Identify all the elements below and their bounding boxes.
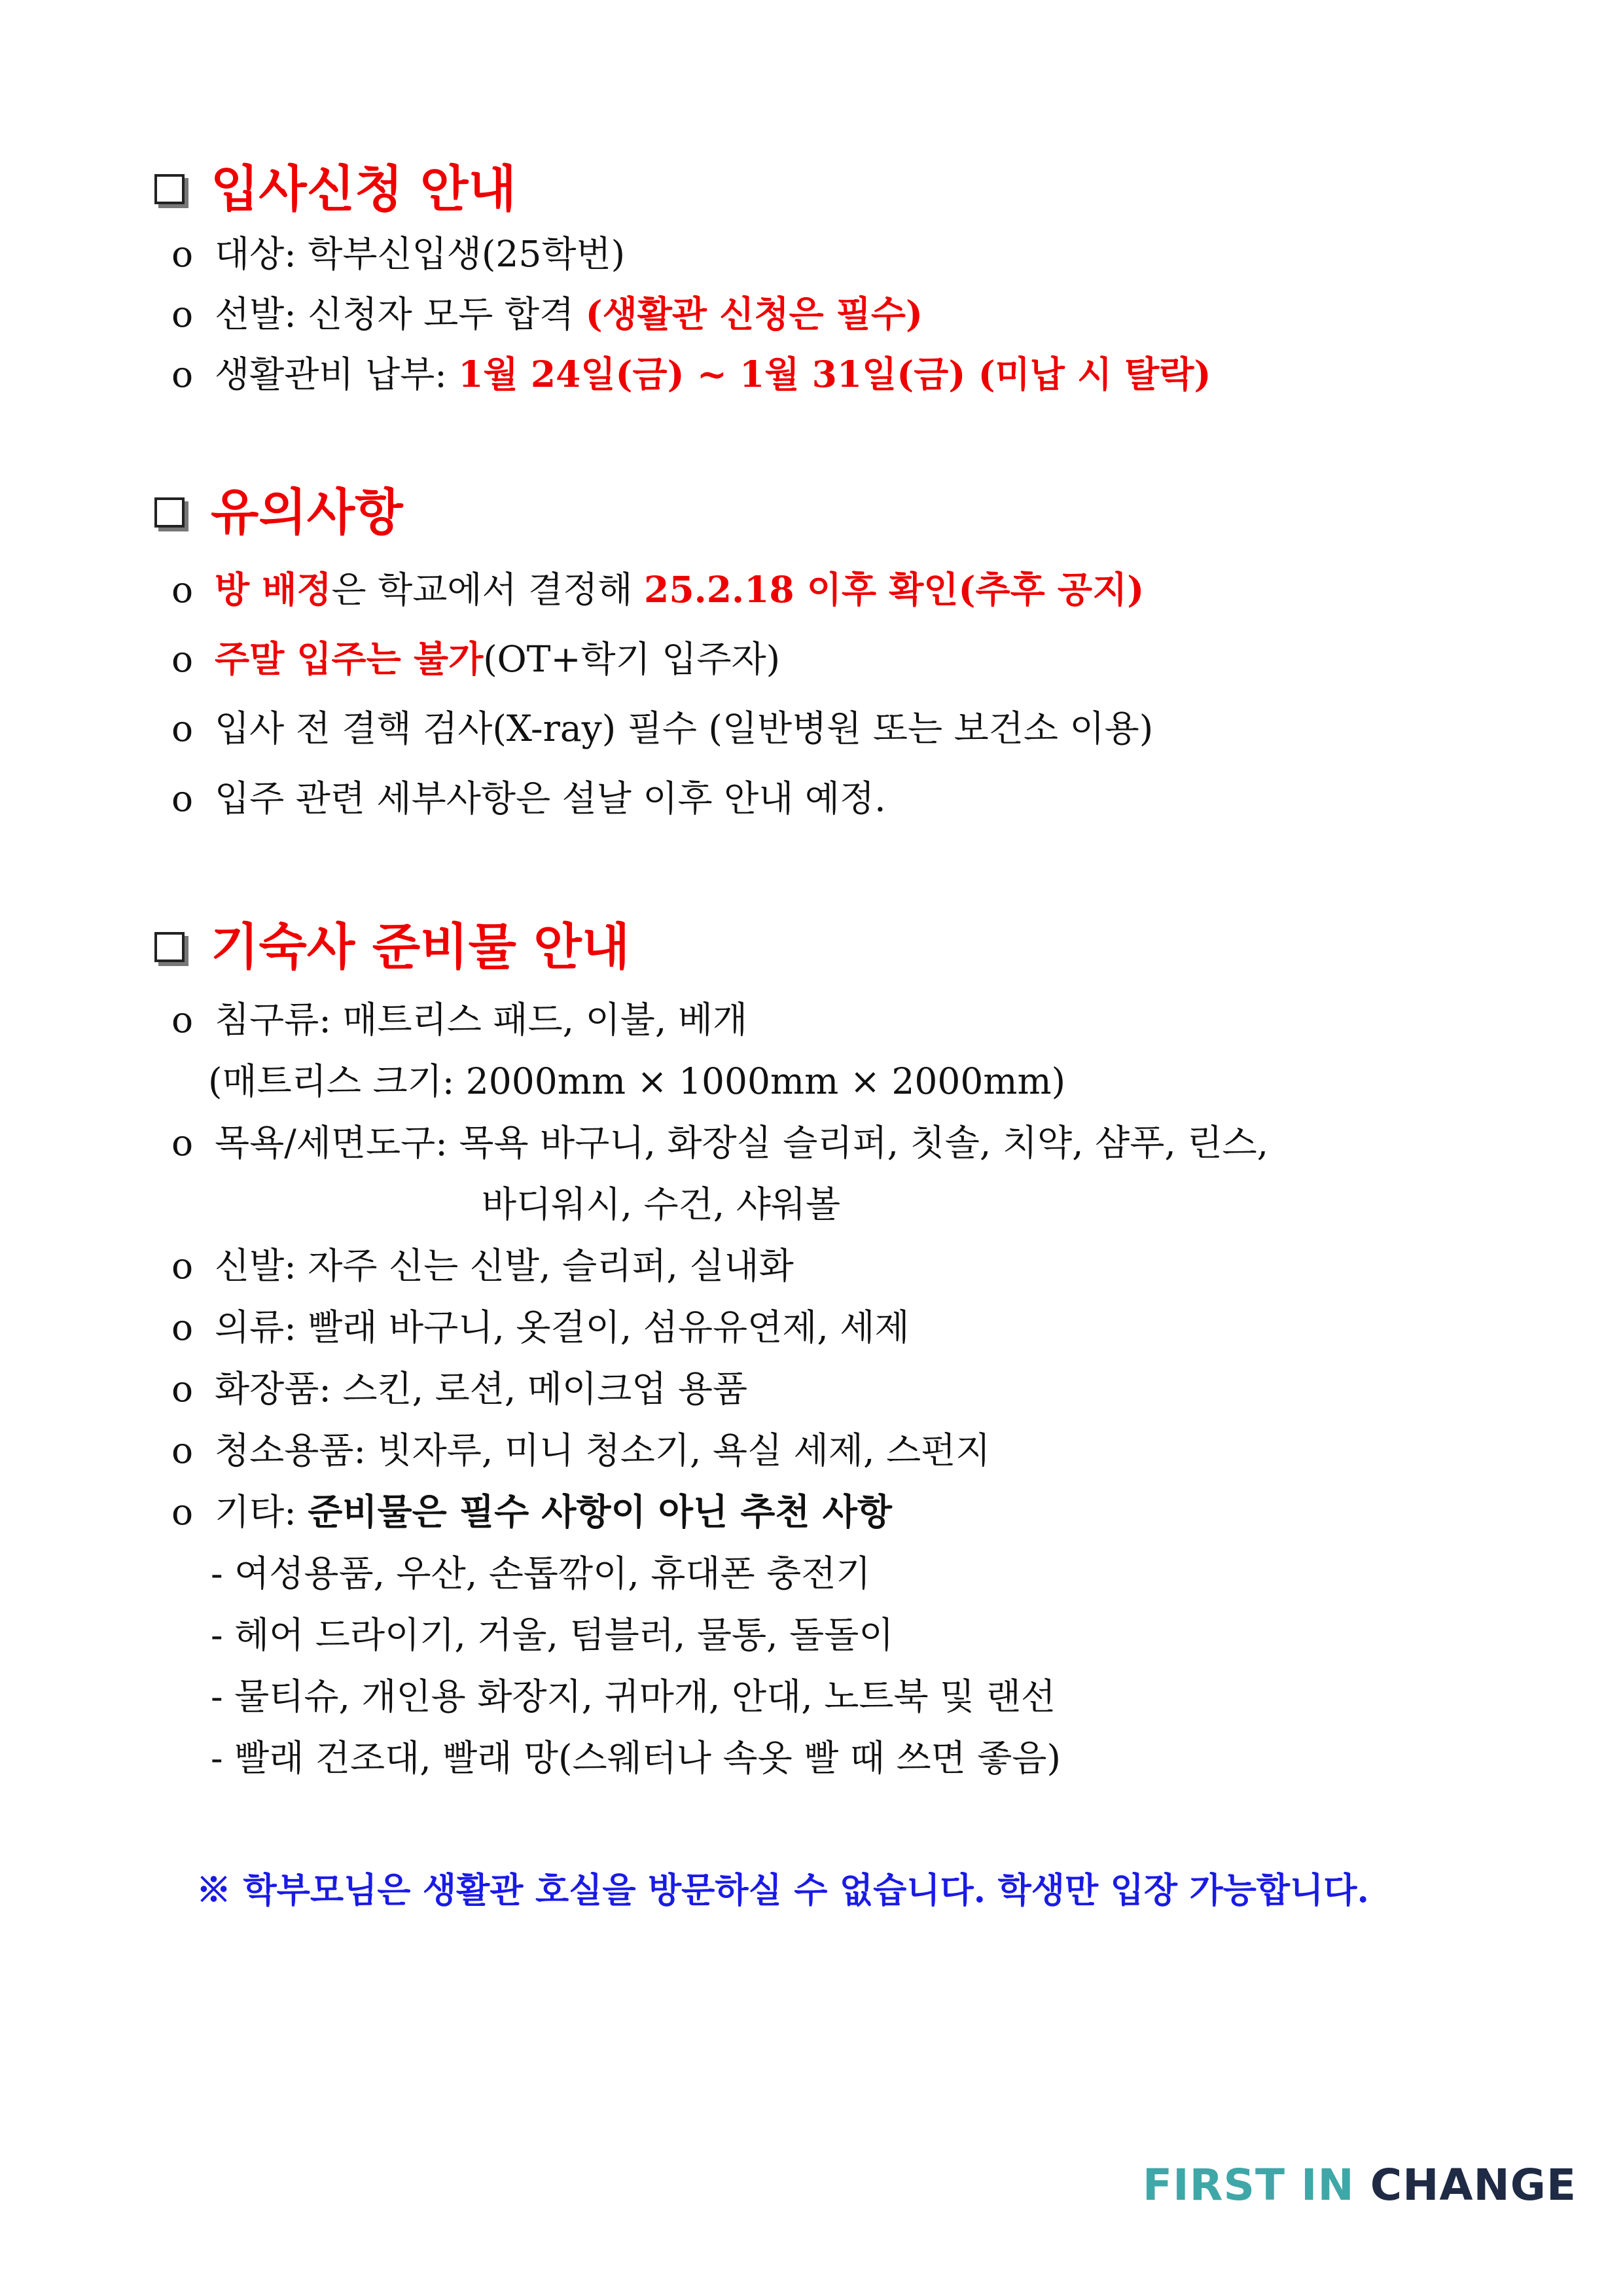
list-item: o 선발: 신청자 모두 합격 (생활관 신청은 필수) [171, 293, 923, 335]
parent-visit-notice: ※ 학부모님은 생활관 호실을 방문하실 수 없습니다. 학생만 입장 가능합니다. [196, 1870, 1369, 1910]
list-item: o 의류: 빨래 바구니, 옷걸이, 섬유유연제, 세제 [171, 1306, 910, 1348]
first-in-change-logo: FIRST IN CHANGE [1143, 2160, 1577, 2210]
checkbox-square-icon [154, 932, 185, 962]
list-item: o 화장품: 스킨, 로션, 메이크업 용품 [171, 1368, 748, 1410]
list-item: o 입주 관련 세부사항은 설날 이후 안내 예정. [171, 778, 886, 819]
sub-list-item: - 물티슈, 개인용 화장지, 귀마개, 안대, 노트북 및 랜선 [211, 1676, 1056, 1717]
sub-list-item: - 빨래 건조대, 빨래 망(스웨터나 속옷 빨 때 쓰면 좋음) [211, 1737, 1061, 1779]
list-item: o 대상: 학부신입생(25학번) [171, 233, 626, 275]
checkbox-square-icon [154, 497, 185, 528]
list-item-continuation: (매트리스 크기: 2000mm × 1000mm × 2000mm) [208, 1060, 1066, 1102]
list-item: o 기타: 준비물은 필수 사항이 아닌 추천 사항 [171, 1490, 892, 1533]
list-item: o 신발: 자주 신는 신발, 슬리퍼, 실내화 [171, 1245, 794, 1287]
list-item: o 침구류: 매트리스 패드, 이불, 베개 [171, 999, 748, 1041]
section-title-supplies [154, 907, 630, 978]
section-title-text: 유의사항 [211, 483, 403, 541]
checkbox-square-icon [154, 174, 185, 204]
section-title-text: 기숙사 준비물 안내 [211, 918, 630, 976]
list-item: o 청소용품: 빗자루, 미니 청소기, 욕실 세제, 스펀지 [171, 1429, 991, 1471]
section-title-text: 입사신청 안내 [211, 160, 516, 218]
list-item-continuation: 바디워시, 수건, 샤워볼 [482, 1183, 841, 1225]
section-title-precautions [154, 473, 403, 544]
section-title-application [154, 149, 516, 221]
list-item: o 생활관비 납부: 1월 24일(금) ~ 1월 31일(금) (미납 시 탈락) [171, 353, 1211, 395]
list-item: o 주말 입주는 불가(OT+학기 입주자) [171, 637, 781, 680]
list-item: o 목욕/세면도구: 목욕 바구니, 화장실 슬리퍼, 칫솔, 치약, 샴푸, 린스, [171, 1122, 1269, 1164]
sub-list-item: - 여성용품, 우산, 손톱깎이, 휴대폰 충전기 [211, 1552, 871, 1594]
list-item: o 방 배정은 학교에서 결정해 25.2.18 이후 확인(추후 공지) [171, 568, 1145, 611]
list-item: o 입사 전 결핵 검사(X-ray) 필수 (일반병원 또는 보건소 이용) [171, 708, 1154, 749]
sub-list-item: - 헤어 드라이기, 거울, 텀블러, 물통, 돌돌이 [211, 1614, 894, 1656]
